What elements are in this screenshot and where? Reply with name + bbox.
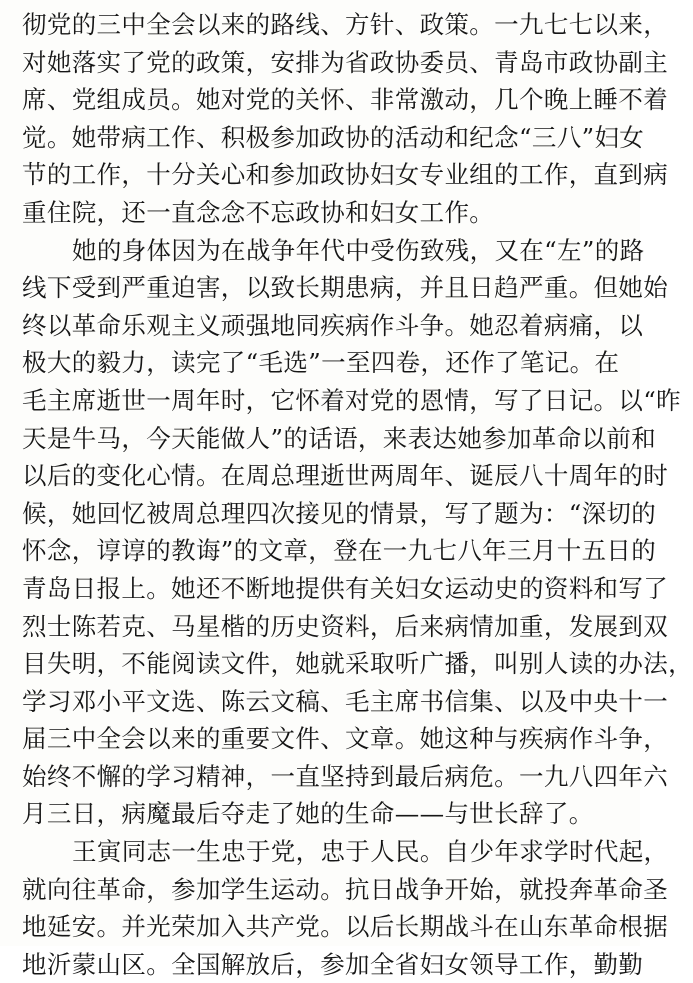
text-line: 候，她回忆被周总理四次接见的情景，写了题为：“深切的 [22,498,657,528]
text-line: 席、党组成员。她对党的关怀、非常激动，几个晚上睡不着 [22,85,669,115]
text-line: 线下受到严重迫害，以致长期患病，并且日趋严重。但她始 [22,273,669,303]
text-line: 烈士陈若克、马星楷的历史资料，后来病情加重，发展到双 [22,611,669,641]
text-line: 对她落实了党的政策，安排为省政协委员、青岛市政协副主 [22,47,669,77]
paragraph-first-line: 她的身体因为在战争年代中受伤致残，又在“左”的路 [72,235,645,265]
text-line: 月三日，病魔最后夺走了她的生命——与世长辞了。 [22,799,594,829]
text-line: 重住院，还一直念念不忘政协和妇女工作。 [22,197,495,227]
text-line: 地延安。并光荣加入共产党。以后长期战斗在山东革命根据 [22,912,669,942]
text-line: 节的工作，十分关心和参加政协妇女专业组的工作，直到病 [22,160,669,190]
text-line: 终以革命乐观主义顽强地同疾病作斗争。她忍着病痛，以 [22,310,644,340]
text-line: 青岛日报上。她还不断地提供有关妇女运动史的资料和写了 [22,573,669,603]
text-line: 地沂蒙山区。全国解放后，参加全省妇女领导工作，勤勤 [22,949,644,979]
text-line: 毛主席逝世一周年时，它怀着对党的恩情，写了日记。以“昨 [22,385,681,415]
text-line: 就向往革命，参加学生运动。抗日战争开始，就投奔革命圣 [22,874,669,904]
text-line: 极大的毅力，读完了“毛选”一至四卷，还作了笔记。在 [22,348,620,378]
text-line: 学习邓小平文选、陈云文稿、毛主席书信集、以及中央十一 [22,686,669,716]
paragraph-first-line: 王寅同志一生忠于党，忠于人民。自少年求学时代起， [72,837,669,867]
text-line: 怀念，谆谆的教诲”的文章，登在一九七八年三月十五日的 [22,536,657,566]
text-line: 始终不懈的学习精神，一直坚持到最后病危。一九八四年六 [22,761,669,791]
text-line: 觉。她带病工作、积极参加政协的活动和纪念“三八”妇女 [22,122,645,152]
body-text [22,6,693,983]
text-line: 彻党的三中全会以来的路线、方针、政策。一九七七以来， [22,10,669,39]
text-line: 届三中全会以来的重要文件、文章。她这种与疾病作斗争， [22,724,669,754]
text-line: 天是牛马，今天能做人”的话语，来表达她参加革命以前和 [22,423,657,453]
text-line: 以后的变化心情。在周总理逝世两周年、诞辰八十周年的时 [22,461,669,491]
text-line: 目失明，不能阅读文件，她就采取听广播，叫别人读的办法， [22,649,693,679]
